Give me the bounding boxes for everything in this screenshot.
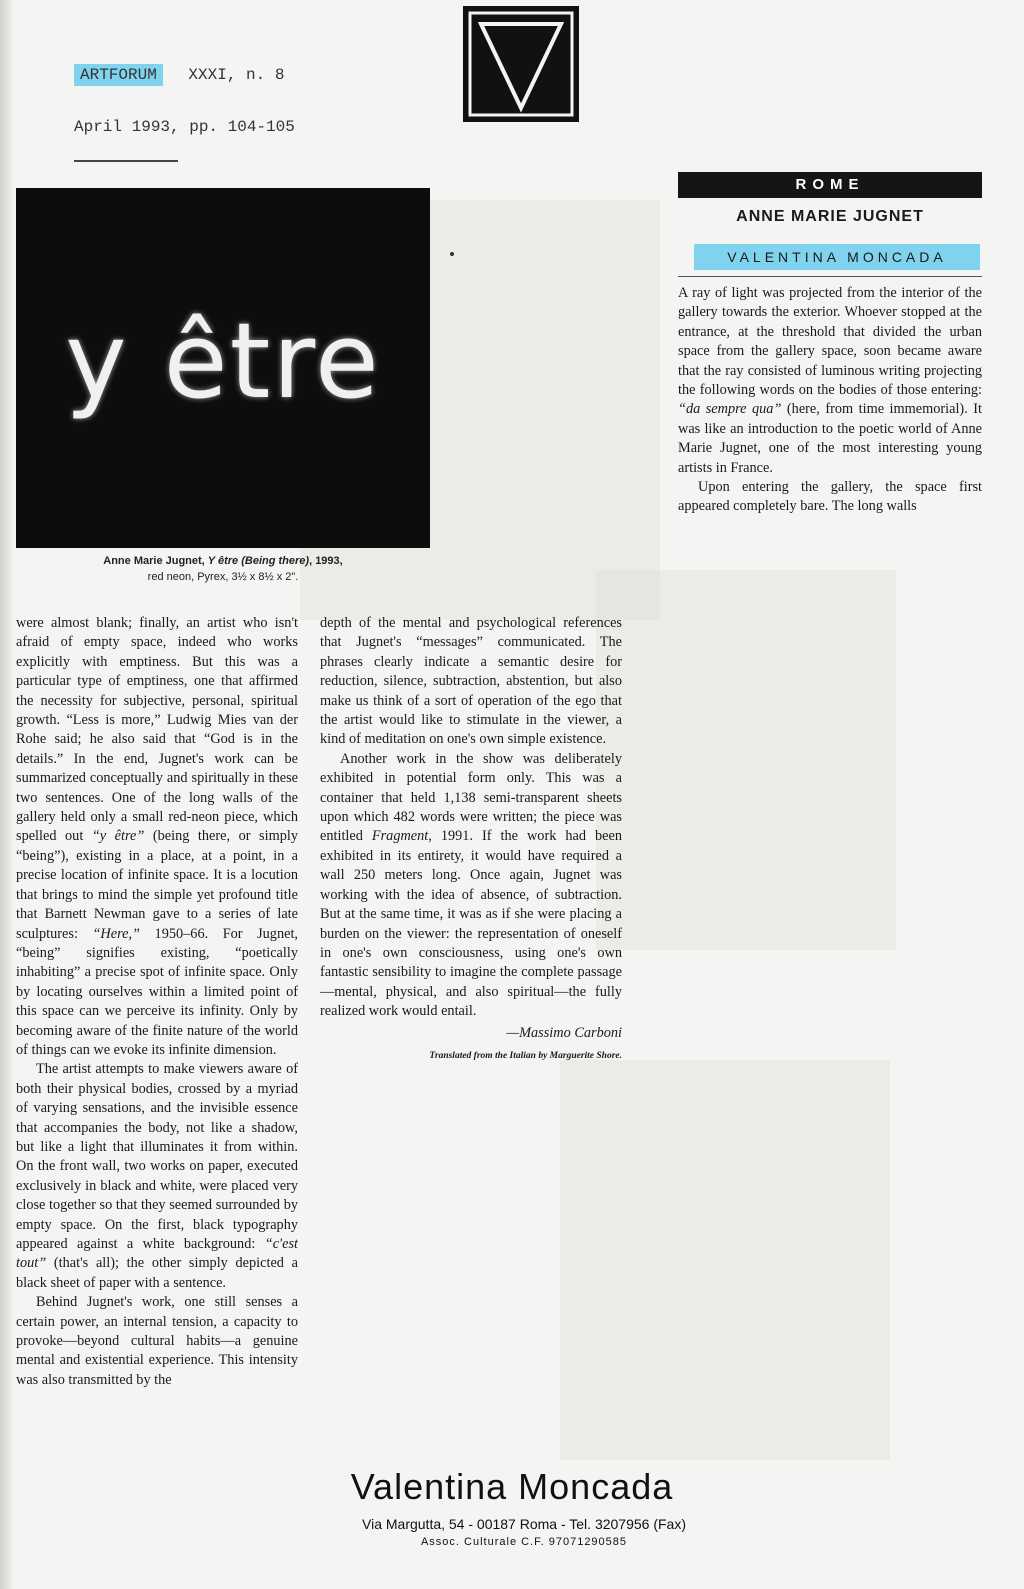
- page-edge-shadow: [0, 0, 14, 1589]
- review-column-b: [320, 614, 622, 1063]
- citation-line-1: [74, 66, 284, 84]
- artist-name: ANNE MARIE JUGNET: [736, 208, 924, 225]
- bleed-through-bottom: [560, 1060, 890, 1460]
- caption-materials: red neon, Pyrex, 3½ x 8½ x 2".: [147, 571, 299, 583]
- gallery-name: VALENTINA MONCADA: [694, 244, 980, 270]
- artwork-photo: [16, 188, 430, 548]
- review-column-a: [16, 614, 298, 1390]
- stray-dot: [450, 252, 454, 256]
- journal-issue: XXXI, n. 8: [188, 66, 285, 84]
- caption-year: , 1993,: [309, 555, 343, 567]
- caption-title: Y être (Being there): [207, 555, 310, 567]
- paragraph: Upon entering the gallery, the space first appeared completely bare. The long walls: [678, 479, 982, 515]
- review-column-right: [678, 284, 982, 517]
- journal-name: ARTFORUM: [74, 64, 163, 86]
- paragraph: A ray of light was projected from the interior of the gallery towards the exterior. Whoever stopped at the entrance, at the threshold that divided the urban space from the gallery space, soon became aware that the ray consisted of luminous writing projecting the following words on the bodies of those entering: “da sempre qua” (here, from time immemorial). It was like an introduction to the poetic world of Anne Marie Jugnet, one of the most interesting young artists in France.: [678, 285, 982, 476]
- photo-caption: [16, 553, 430, 585]
- paragraph: Behind Jugnet's work, one still senses a certain power, an internal tension, a capacity to provoke—beyond cultural habits—a genuine mental and existential experience. This intensity was also transmitted by the: [16, 1294, 298, 1388]
- footer-address: Via Margutta, 54 - 00187 Roma - Tel. 3207956 (Fax): [362, 1516, 686, 1532]
- author-signature: —Massimo Carboni: [506, 1024, 622, 1041]
- caption-artist: Anne Marie Jugnet,: [103, 555, 205, 567]
- neon-text: y être: [65, 300, 381, 422]
- triangle-v-logo: [463, 6, 579, 122]
- translator-credit: Translated from the Italian by Marguerite Shore.: [429, 1050, 622, 1061]
- bleed-through-mid: [596, 570, 896, 950]
- paragraph: were almost blank; finally, an artist who isn't afraid of empty space, indeed who works explicitly with emptiness. But this was a particular type of emptiness, one that affirmed the necessity for subjective, personal, spiritual growth. “Less is more,” Ludwig Mies van der Rohe said; he also said that “God is in the details.” In the end, Jugnet's work can be summarized conceptually and spiritually in these two sentences. One of the long walls of the gallery held only a small red-neon piece, which spelled out “y être” (being there, or simply “being”), existing in a place, at a point, in a precise location of infinite space. It is a locution that brings to mind the simple yet profound title that Barnett Newman gave to a series of late sculptures: “Here,” 1950–66. For Jugnet, “being” signifies existing, “poetically inhabiting” a precise spot of infinite space. Only by locating ourselves within a limited point of this space can we perceive its infinity. Only by becoming aware of the finite nature of the world of things can we evoke its infinite dimension.: [16, 615, 298, 1058]
- paragraph: The artist attempts to make viewers aware of both their physical bodies, crossed by a myriad of varying sensations, and the invisible essence that accompanies the body, not like a shadow, but like a light that illuminates it from within. On the front wall, two works on paper, executed exclusively in black and white, were placed very close together so that they seemed surrounded by empty space. On the first, black typography appeared against a white background: “c'est tout” (that's all); the other simply depicted a black sheet of paper with a sentence.: [16, 1061, 298, 1291]
- header-rule: [678, 276, 982, 277]
- paragraph: Another work in the show was deliberately exhibited in potential form only. This was a container that held 1,138 semi-transparent sheets upon which 482 words were written; the piece was entitled Fragment, 1991. If the work had been exhibited in its entirety, it would have required a wall 250 meters long. Once again, Jugnet was working with the idea of absence, of subtraction. But at the same time, it was as if she were placing a burden on the viewer: the representation of oneself in one's own consciousness, using one's own fantastic sensibility to imagine the complete passage—mental, physical, and also spiritual—the fully realized work would entail.: [320, 750, 622, 1020]
- citation-rule: [74, 160, 178, 162]
- paragraph: depth of the mental and psychological references that Jugnet's “messages” communicated. The phrases clearly indicate a semantic desire for reduction, silence, subtraction, abstention, but also make us think of a sort of operation of the ego that the artist would like to stimulate in the viewer, a kind of meditation on one's own simple existence.: [320, 615, 622, 748]
- citation-date-pages: April 1993, pp. 104-105: [74, 118, 295, 136]
- footer-assoc: Assoc. Culturale C.F. 97071290585: [420, 1536, 628, 1548]
- footer-gallery-name: Valentina Moncada: [350, 1466, 674, 1507]
- city-header: ROME: [678, 172, 982, 198]
